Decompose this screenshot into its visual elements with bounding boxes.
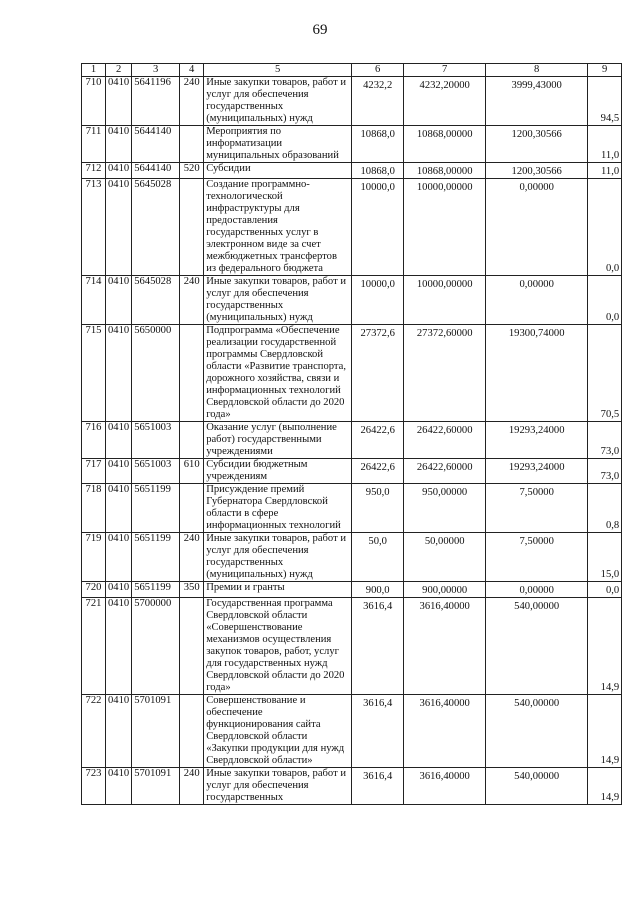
table-row — [82, 126, 622, 163]
planned-exact-cell: 10000,00000 — [404, 179, 486, 276]
expense-type-cell: 240 — [180, 276, 204, 325]
actual-amount-cell: 7,50000 — [486, 484, 588, 533]
expense-type-cell — [180, 598, 204, 695]
budget-table — [81, 63, 622, 805]
row-number-cell: 717 — [82, 459, 106, 484]
execution-percent-cell: 94,5 — [588, 77, 622, 126]
row-number-cell: 713 — [82, 179, 106, 276]
item-name-cell: Совершенствование и обеспечение функционирования сайта Свердловской области «Закупки продукции для нужд Свердловской области» — [204, 695, 352, 768]
expense-type-cell — [180, 325, 204, 422]
column-header: 9 — [588, 64, 622, 77]
table-row — [82, 484, 622, 533]
planned-exact-cell: 3616,40000 — [404, 695, 486, 768]
expense-type-cell: 240 — [180, 768, 204, 805]
expense-type-cell: 610 — [180, 459, 204, 484]
expense-type-cell: 240 — [180, 533, 204, 582]
item-name-cell: Премии и гранты — [204, 582, 352, 598]
table-row — [82, 598, 622, 695]
table-row — [82, 422, 622, 459]
section-code-cell: 0410 — [106, 77, 132, 126]
execution-percent-cell: 0,0 — [588, 179, 622, 276]
execution-percent-cell: 70,5 — [588, 325, 622, 422]
section-code-cell: 0410 — [106, 533, 132, 582]
column-header: 7 — [404, 64, 486, 77]
planned-exact-cell: 10868,00000 — [404, 126, 486, 163]
column-header: 1 — [82, 64, 106, 77]
section-code-cell: 0410 — [106, 768, 132, 805]
planned-exact-cell: 4232,20000 — [404, 77, 486, 126]
target-code-cell: 5700000 — [132, 598, 180, 695]
table-body — [82, 77, 622, 805]
target-code-cell: 5651199 — [132, 484, 180, 533]
target-code-cell: 5650000 — [132, 325, 180, 422]
row-number-cell: 720 — [82, 582, 106, 598]
table-header-row — [82, 64, 622, 77]
row-number-cell: 711 — [82, 126, 106, 163]
expense-type-cell — [180, 484, 204, 533]
actual-amount-cell: 3999,43000 — [486, 77, 588, 126]
actual-amount-cell: 19293,24000 — [486, 459, 588, 484]
section-code-cell: 0410 — [106, 126, 132, 163]
planned-exact-cell: 27372,60000 — [404, 325, 486, 422]
page-number: 69 — [312, 22, 328, 38]
table-row — [82, 459, 622, 484]
item-name-cell: Государственная программа Свердловской области «Совершенствование механизмов осуществления закупок товаров, работ, услуг для государственных нужд Свердловской области до 2020 года» — [204, 598, 352, 695]
actual-amount-cell: 0,00000 — [486, 582, 588, 598]
expense-type-cell — [180, 179, 204, 276]
planned-amount-cell: 26422,6 — [352, 422, 404, 459]
row-number-cell: 719 — [82, 533, 106, 582]
actual-amount-cell: 19300,74000 — [486, 325, 588, 422]
execution-percent-cell: 0,0 — [588, 276, 622, 325]
actual-amount-cell: 7,50000 — [486, 533, 588, 582]
planned-exact-cell: 10000,00000 — [404, 276, 486, 325]
target-code-cell: 5644140 — [132, 126, 180, 163]
target-code-cell: 5641196 — [132, 77, 180, 126]
actual-amount-cell: 540,00000 — [486, 598, 588, 695]
column-header: 8 — [486, 64, 588, 77]
actual-amount-cell: 1200,30566 — [486, 163, 588, 179]
execution-percent-cell: 73,0 — [588, 459, 622, 484]
row-number-cell: 716 — [82, 422, 106, 459]
section-code-cell: 0410 — [106, 695, 132, 768]
item-name-cell: Иные закупки товаров, работ и услуг для обеспечения государственных (муниципальных) нужд — [204, 533, 352, 582]
planned-amount-cell: 4232,2 — [352, 77, 404, 126]
item-name-cell: Оказание услуг (выполнение работ) государственными учреждениями — [204, 422, 352, 459]
target-code-cell: 5701091 — [132, 695, 180, 768]
row-number-cell: 722 — [82, 695, 106, 768]
section-code-cell: 0410 — [106, 582, 132, 598]
row-number-cell: 714 — [82, 276, 106, 325]
row-number-cell: 712 — [82, 163, 106, 179]
section-code-cell: 0410 — [106, 163, 132, 179]
section-code-cell: 0410 — [106, 179, 132, 276]
planned-amount-cell: 3616,4 — [352, 768, 404, 805]
row-number-cell: 715 — [82, 325, 106, 422]
execution-percent-cell: 15,0 — [588, 533, 622, 582]
expense-type-cell: 350 — [180, 582, 204, 598]
expense-type-cell: 520 — [180, 163, 204, 179]
planned-amount-cell: 10868,0 — [352, 163, 404, 179]
planned-exact-cell: 3616,40000 — [404, 768, 486, 805]
column-header: 3 — [132, 64, 180, 77]
table-row — [82, 77, 622, 126]
section-code-cell: 0410 — [106, 422, 132, 459]
item-name-cell: Мероприятия по информатизации муниципальных образований — [204, 126, 352, 163]
execution-percent-cell: 11,0 — [588, 163, 622, 179]
target-code-cell: 5651199 — [132, 582, 180, 598]
execution-percent-cell: 11,0 — [588, 126, 622, 163]
planned-amount-cell: 900,0 — [352, 582, 404, 598]
actual-amount-cell: 0,00000 — [486, 276, 588, 325]
section-code-cell: 0410 — [106, 325, 132, 422]
expense-type-cell — [180, 422, 204, 459]
section-code-cell: 0410 — [106, 598, 132, 695]
column-header: 6 — [352, 64, 404, 77]
execution-percent-cell: 14,9 — [588, 598, 622, 695]
execution-percent-cell: 0,0 — [588, 582, 622, 598]
expense-type-cell — [180, 126, 204, 163]
planned-exact-cell: 50,00000 — [404, 533, 486, 582]
planned-exact-cell: 10868,00000 — [404, 163, 486, 179]
planned-amount-cell: 950,0 — [352, 484, 404, 533]
execution-percent-cell: 0,8 — [588, 484, 622, 533]
actual-amount-cell: 0,00000 — [486, 179, 588, 276]
planned-amount-cell: 10868,0 — [352, 126, 404, 163]
actual-amount-cell: 1200,30566 — [486, 126, 588, 163]
column-header: 4 — [180, 64, 204, 77]
target-code-cell: 5644140 — [132, 163, 180, 179]
table-row — [82, 695, 622, 768]
column-header: 2 — [106, 64, 132, 77]
section-code-cell: 0410 — [106, 276, 132, 325]
table-row — [82, 163, 622, 179]
item-name-cell: Субсидии — [204, 163, 352, 179]
planned-exact-cell: 900,00000 — [404, 582, 486, 598]
table-row — [82, 533, 622, 582]
section-code-cell: 0410 — [106, 459, 132, 484]
table-row — [82, 179, 622, 276]
planned-amount-cell: 10000,0 — [352, 276, 404, 325]
actual-amount-cell: 19293,24000 — [486, 422, 588, 459]
item-name-cell: Субсидии бюджетным учреждениям — [204, 459, 352, 484]
target-code-cell: 5701091 — [132, 768, 180, 805]
table-row — [82, 325, 622, 422]
planned-exact-cell: 3616,40000 — [404, 598, 486, 695]
item-name-cell: Иные закупки товаров, работ и услуг для обеспечения государственных (муниципальных) нужд — [204, 77, 352, 126]
row-number-cell: 721 — [82, 598, 106, 695]
column-header: 5 — [204, 64, 352, 77]
target-code-cell: 5645028 — [132, 276, 180, 325]
actual-amount-cell: 540,00000 — [486, 695, 588, 768]
planned-amount-cell: 26422,6 — [352, 459, 404, 484]
row-number-cell: 710 — [82, 77, 106, 126]
planned-amount-cell: 3616,4 — [352, 598, 404, 695]
planned-exact-cell: 26422,60000 — [404, 459, 486, 484]
target-code-cell: 5651003 — [132, 422, 180, 459]
target-code-cell: 5651199 — [132, 533, 180, 582]
target-code-cell: 5651003 — [132, 459, 180, 484]
planned-amount-cell: 10000,0 — [352, 179, 404, 276]
item-name-cell: Иные закупки товаров, работ и услуг для обеспечения государственных — [204, 768, 352, 805]
section-code-cell: 0410 — [106, 484, 132, 533]
execution-percent-cell: 14,9 — [588, 695, 622, 768]
table-row — [82, 582, 622, 598]
row-number-cell: 718 — [82, 484, 106, 533]
execution-percent-cell: 14,9 — [588, 768, 622, 805]
planned-exact-cell: 950,00000 — [404, 484, 486, 533]
item-name-cell: Иные закупки товаров, работ и услуг для обеспечения государственных (муниципальных) нужд — [204, 276, 352, 325]
item-name-cell: Подпрограмма «Обеспечение реализации государственной программы Свердловской области «Развитие транспорта, дорожного хозяйства, связи и информационных технологий Свердловской области до 2020 года» — [204, 325, 352, 422]
planned-amount-cell: 3616,4 — [352, 695, 404, 768]
planned-amount-cell: 50,0 — [352, 533, 404, 582]
target-code-cell: 5645028 — [132, 179, 180, 276]
item-name-cell: Присуждение премий Губернатора Свердловской области в сфере информационных технологий — [204, 484, 352, 533]
planned-exact-cell: 26422,60000 — [404, 422, 486, 459]
execution-percent-cell: 73,0 — [588, 422, 622, 459]
table-row — [82, 768, 622, 805]
planned-amount-cell: 27372,6 — [352, 325, 404, 422]
actual-amount-cell: 540,00000 — [486, 768, 588, 805]
expense-type-cell: 240 — [180, 77, 204, 126]
table-row — [82, 276, 622, 325]
item-name-cell: Создание программно-технологической инфраструктуры для предоставления государственных услуг в электронном виде за счет межбюджетных трансфертов из федерального бюджета — [204, 179, 352, 276]
expense-type-cell — [180, 695, 204, 768]
row-number-cell: 723 — [82, 768, 106, 805]
